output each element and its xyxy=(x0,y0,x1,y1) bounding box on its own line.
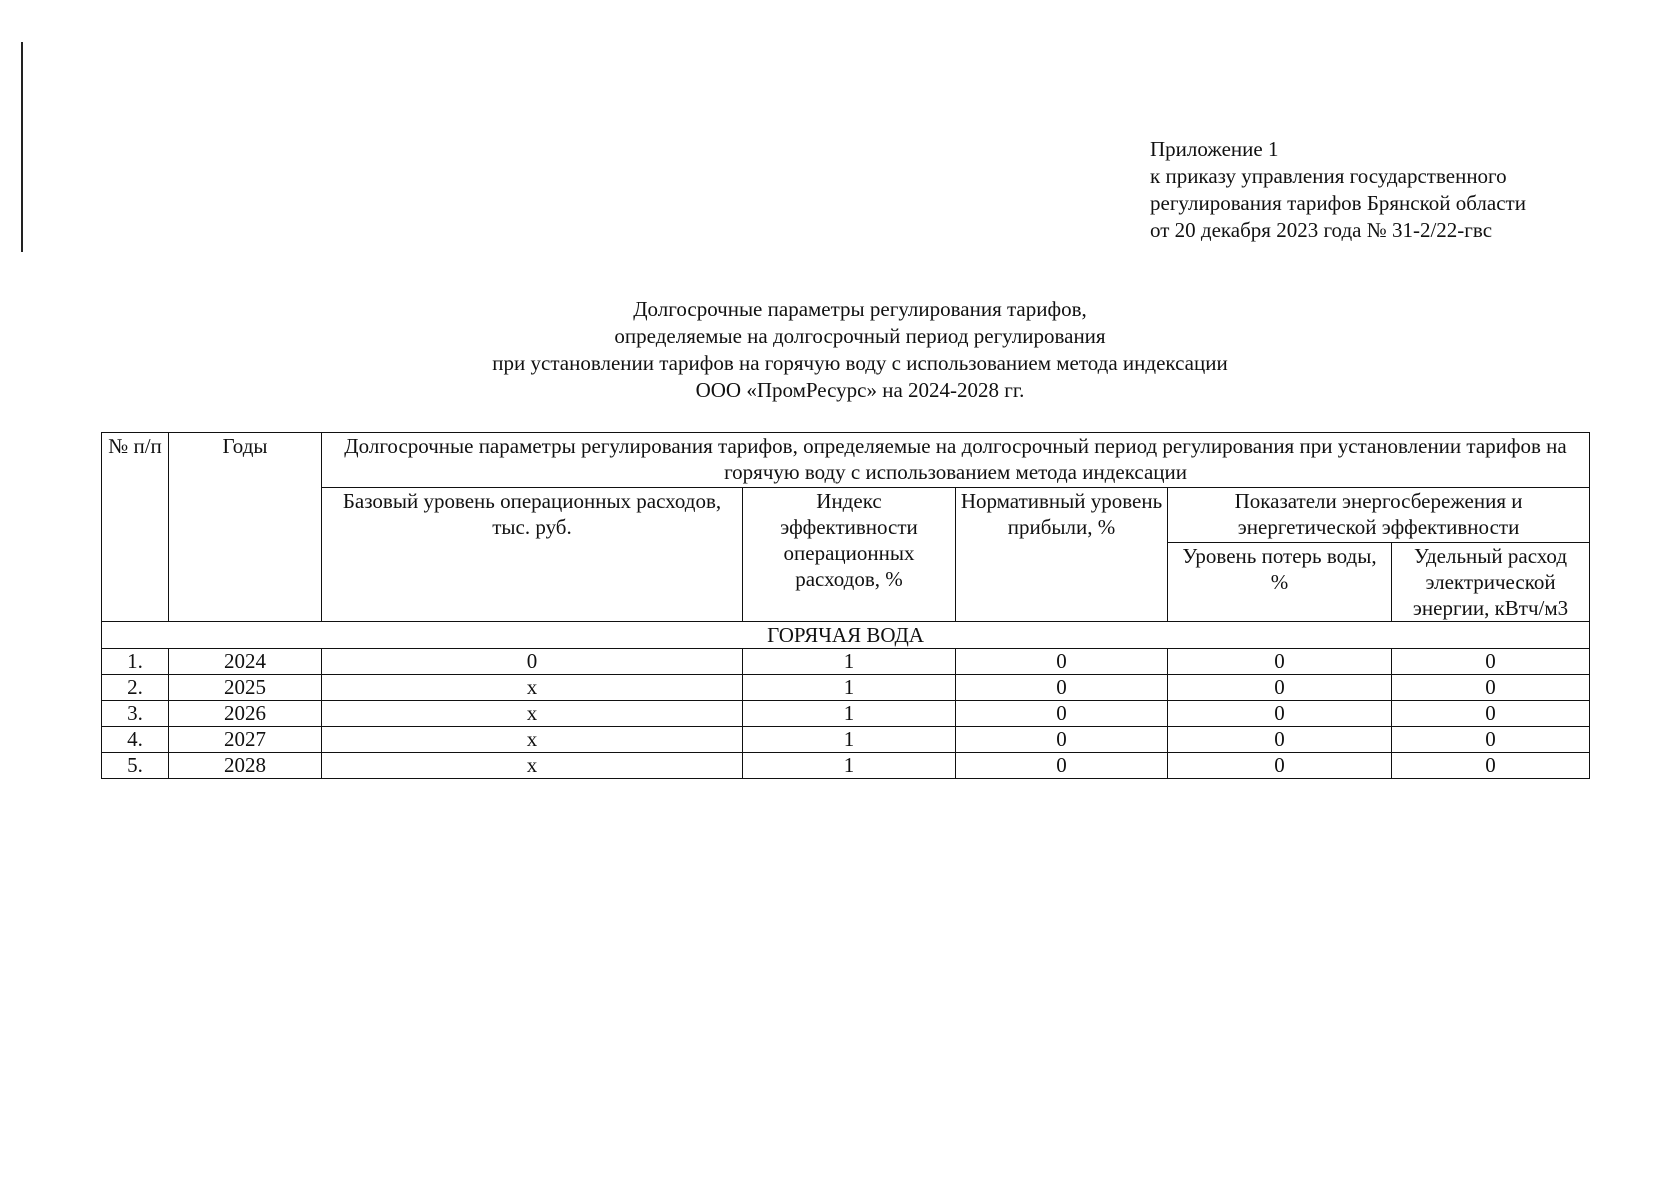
header-energy-group: Показатели энергосбережения и энергетической эффективности xyxy=(1168,488,1590,543)
cell-base-costs: x xyxy=(322,701,743,727)
cell-profit-level: 0 xyxy=(956,649,1168,675)
cell-efficiency-index: 1 xyxy=(743,753,956,779)
cell-base-costs: x xyxy=(322,675,743,701)
cell-profit-level: 0 xyxy=(956,753,1168,779)
cell-water-loss: 0 xyxy=(1168,649,1392,675)
header-row-1 xyxy=(102,433,1590,488)
cell-year: 2024 xyxy=(169,649,322,675)
header-profit-level: Нормативный уровень прибыли, % xyxy=(956,488,1168,622)
title-line: определяемые на долгосрочный период регулирования xyxy=(614,324,1106,348)
cell-electricity: 0 xyxy=(1392,701,1590,727)
cell-efficiency-index: 1 xyxy=(743,701,956,727)
cell-profit-level: 0 xyxy=(956,701,1168,727)
title-line: при установлении тарифов на горячую воду с использованием метода индексации xyxy=(492,351,1228,375)
cell-electricity: 0 xyxy=(1392,727,1590,753)
cell-year: 2025 xyxy=(169,675,322,701)
margin-line xyxy=(21,42,23,252)
header-row-2 xyxy=(102,488,1590,543)
header-years: Годы xyxy=(169,433,322,622)
section-row xyxy=(102,622,1590,649)
table-row xyxy=(102,727,1590,753)
cell-electricity: 0 xyxy=(1392,675,1590,701)
header-base-costs: Базовый уровень операционных расходов, тыс. руб. xyxy=(322,488,743,622)
cell-year: 2026 xyxy=(169,701,322,727)
header-efficiency-index: Индекс эффективности операционных расходов, % xyxy=(743,488,956,622)
annex-line: от 20 декабря 2023 года № 31-2/22-гвс xyxy=(1150,218,1493,242)
cell-num: 1. xyxy=(102,649,169,675)
table-row xyxy=(102,675,1590,701)
cell-efficiency-index: 1 xyxy=(743,727,956,753)
parameters-table xyxy=(101,432,1590,779)
annex-line: регулирования тарифов Брянской области xyxy=(1150,191,1526,215)
annex-block xyxy=(1150,136,1526,244)
cell-electricity: 0 xyxy=(1392,649,1590,675)
cell-num: 2. xyxy=(102,675,169,701)
cell-electricity: 0 xyxy=(1392,753,1590,779)
cell-profit-level: 0 xyxy=(956,675,1168,701)
cell-efficiency-index: 1 xyxy=(743,649,956,675)
cell-num: 3. xyxy=(102,701,169,727)
section-label: ГОРЯЧАЯ ВОДА xyxy=(102,622,1590,649)
annex-line: к приказу управления государственного xyxy=(1150,164,1507,188)
title-line: Долгосрочные параметры регулирования тарифов, xyxy=(633,297,1087,321)
annex-line: Приложение 1 xyxy=(1150,137,1279,161)
header-electricity: Удельный расход электрической энергии, кВтч/м3 xyxy=(1392,543,1590,622)
cell-profit-level: 0 xyxy=(956,727,1168,753)
header-num: № п/п xyxy=(102,433,169,622)
cell-water-loss: 0 xyxy=(1168,701,1392,727)
title-line: ООО «ПромРесурс» на 2024-2028 гг. xyxy=(695,378,1025,402)
cell-base-costs: x xyxy=(322,753,743,779)
header-group: Долгосрочные параметры регулирования тарифов, определяемые на долгосрочный период регулирования при установлении тарифов на горячую воду с использованием метода индексации xyxy=(322,433,1590,488)
table-row xyxy=(102,649,1590,675)
table-row xyxy=(102,701,1590,727)
document-title xyxy=(300,296,1420,404)
cell-water-loss: 0 xyxy=(1168,675,1392,701)
cell-base-costs: x xyxy=(322,727,743,753)
cell-water-loss: 0 xyxy=(1168,753,1392,779)
cell-water-loss: 0 xyxy=(1168,727,1392,753)
cell-year: 2027 xyxy=(169,727,322,753)
header-water-loss: Уровень потерь воды, % xyxy=(1168,543,1392,622)
cell-base-costs: 0 xyxy=(322,649,743,675)
cell-year: 2028 xyxy=(169,753,322,779)
cell-efficiency-index: 1 xyxy=(743,675,956,701)
cell-num: 5. xyxy=(102,753,169,779)
table-row xyxy=(102,753,1590,779)
cell-num: 4. xyxy=(102,727,169,753)
